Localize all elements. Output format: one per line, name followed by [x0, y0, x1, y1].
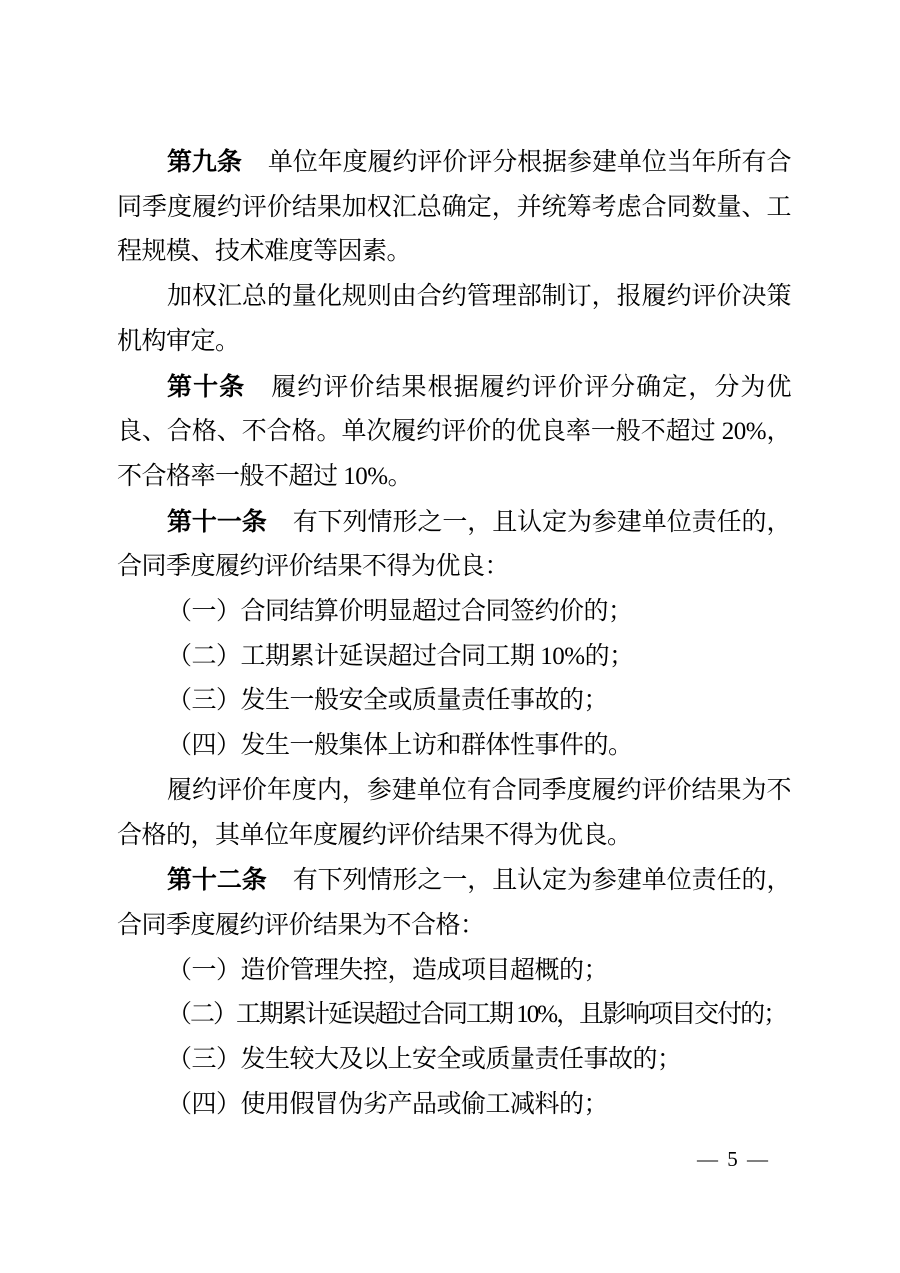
- paragraph-text: （四）发生一般集体上访和群体性事件的。: [167, 732, 633, 760]
- article-11-item-1: [117, 590, 791, 635]
- article-label: 第十条: [167, 372, 246, 401]
- article-label: 第十二条: [167, 866, 267, 895]
- article-10-paragraph: [117, 365, 791, 500]
- paragraph-text: （四）使用假冒伪劣产品或偷工减料的；: [167, 1090, 609, 1118]
- article-11-item-4: [117, 724, 791, 769]
- article-12-item-2: [117, 993, 791, 1038]
- page-number: — 5 —: [697, 1147, 770, 1171]
- paragraph-text: （三）发生较大及以上安全或质量责任事故的；: [167, 1046, 682, 1074]
- article-label: 第十一条: [167, 507, 267, 536]
- article-12-item-1: [117, 949, 791, 994]
- paragraph-text: 履约评价结果根据履约评价评分确定，分为优良、合格、不合格。单次履约评价的优良率一般不超过 20%，不合格率一般不超过 10%。: [117, 373, 791, 490]
- paragraph-text: （二）工期累计延误超过合同工期 10%的；: [167, 642, 634, 670]
- article-12-item-3: [117, 1038, 791, 1083]
- article-12-item-4: [117, 1083, 791, 1128]
- article-11-item-3: [117, 679, 791, 724]
- article-11-paragraph: [117, 500, 791, 590]
- paragraph-text: 有下列情形之一，且认定为参建单位责任的，合同季度履约评价结果为不合格：: [117, 867, 791, 939]
- article-9-paragraph: [117, 140, 791, 275]
- paragraph-text: （一）造价管理失控，造成项目超概的；: [167, 956, 609, 984]
- paragraph-text: 加权汇总的量化规则由合约管理部制订，报履约评价决策机构审定。: [117, 283, 791, 355]
- paragraph-text: 履约评价年度内，参建单位有合同季度履约评价结果为不合格的，其单位年度履约评价结果不得为优良。: [117, 776, 791, 849]
- paragraph-text: 单位年度履约评价评分根据参建单位当年所有合同季度履约评价结果加权汇总确定，并统筹考虑合同数量、工程规模、技术难度等因素。: [117, 149, 791, 266]
- paragraph-text: （二）工期累计延误超过合同工期 10%，且影响项目交付的；: [167, 1001, 787, 1029]
- article-11-item-2: [117, 635, 791, 680]
- article-12-paragraph: [117, 858, 791, 948]
- weighting-rules-paragraph: [117, 275, 791, 364]
- article-label: 第九条: [167, 148, 242, 176]
- article-11-supplement-paragraph: [117, 769, 791, 858]
- paragraph-text: 有下列情形之一，且认定为参建单位责任的，合同季度履约评价结果不得为优良：: [117, 508, 791, 581]
- paragraph-text: （三）发生一般安全或质量责任事故的；: [167, 687, 609, 715]
- paragraph-text: （一）合同结算价明显超过合同签约价的；: [167, 598, 633, 626]
